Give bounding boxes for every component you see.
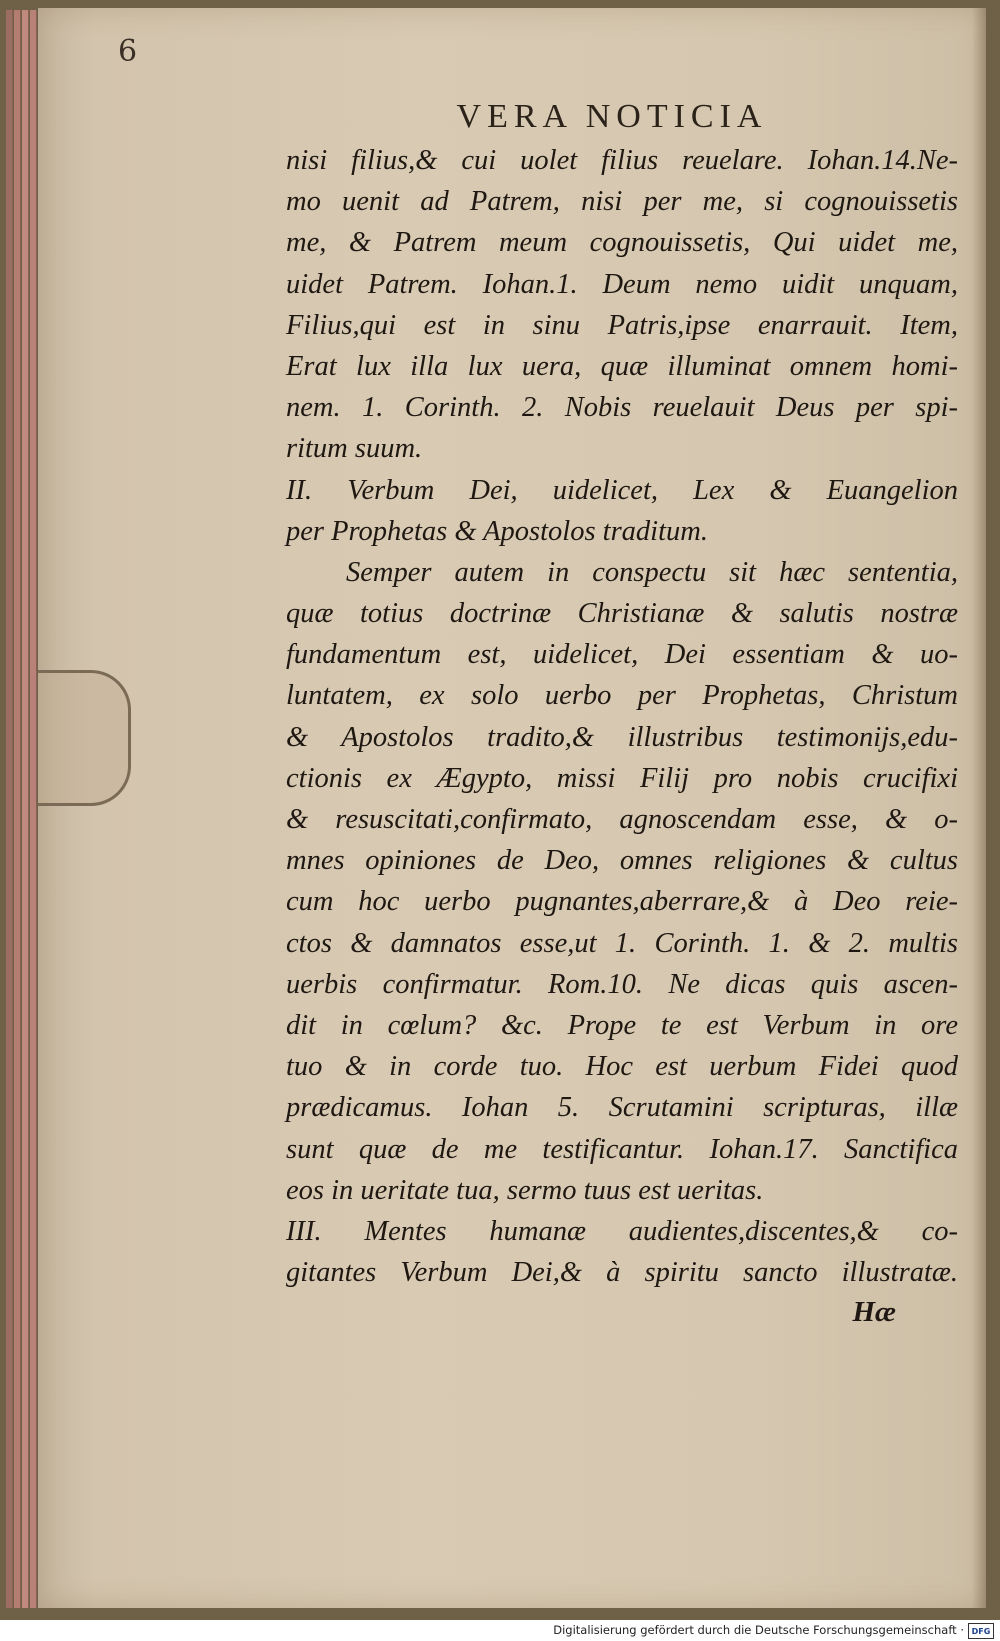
funding-credit: Digitalisierung gefördert durch die Deutsche Forschungsgemeinschaft ·: [553, 1623, 964, 1637]
text-line: Filius,qui est in sinu Patris,ipse enarrauit. Item,: [286, 309, 958, 341]
text-line: II. Verbum Dei, uidelicet, Lex & Euangelion: [286, 474, 958, 506]
text-line: ctos & damnatos esse,ut 1. Corinth. 1. & 2. multis: [286, 927, 958, 959]
text-line: sunt quæ de me testificantur. Iohan.17. Sanctifica: [286, 1133, 958, 1165]
dfg-logo-text: DFG: [971, 1626, 991, 1636]
text-line: ritum suum.: [286, 433, 423, 465]
text-line: nem. 1. Corinth. 2. Nobis reuelauit Deus per spi-: [286, 392, 958, 424]
text-line: dit in cœlum? &c. Prope te est Verbum in ore: [286, 1009, 958, 1041]
text-line: tuo & in corde tuo. Hoc est uerbum Fidei quod: [286, 1051, 958, 1083]
text-line: cum hoc uerbo pugnantes,aberrare,& à Deo reie-: [286, 886, 958, 918]
page-edge: [6, 10, 13, 1608]
text-line: eos in ueritate tua, sermo tuus est ueritas.: [286, 1174, 764, 1206]
book-clasp: [38, 670, 131, 806]
text-line: mo uenit ad Patrem, nisi per me, si cognouissetis: [286, 186, 958, 218]
dfg-logo: [968, 1623, 994, 1639]
text-line: mnes opiniones de Deo, omnes religiones & cultus: [286, 845, 958, 877]
text-line: nisi filius,& cui uolet filius reuelare. Iohan.14.Ne-: [286, 145, 958, 176]
text-line: & resuscitati,confirmato, agnoscendam esse, & o-: [286, 804, 958, 835]
text-line: fundamentum est, uidelicet, Dei essentiam & uo-: [286, 639, 958, 671]
text-line: Semper autem in conspectu sit hæc sententia,: [346, 556, 958, 588]
text-line: & Apostolos tradito,& illustribus testimonijs,edu-: [286, 721, 958, 753]
text-line: uidet Patrem. Iohan.1. Deum nemo uidit unquam,: [286, 268, 958, 300]
digitization-footer: [0, 1620, 1000, 1641]
body-text: [286, 140, 958, 1293]
text-line: Erat lux illa lux uera, quæ illuminat omnem homi-: [286, 350, 958, 382]
text-line: uerbis confirmatur. Rom.10. Ne dicas quis ascen-: [286, 968, 958, 1000]
running-head: VERA NOTICIA: [456, 98, 768, 135]
book-page: [38, 8, 986, 1608]
text-line: gitantes Verbum Dei,& à spiritu sancto illustratæ.: [286, 1257, 958, 1289]
page-edge: [30, 10, 37, 1608]
page-number: 6: [118, 34, 138, 69]
text-line: III. Mentes humanæ audientes,discentes,& co-: [286, 1215, 958, 1247]
text-line: quæ totius doctrinæ Christianæ & salutis nostræ: [286, 598, 958, 630]
text-line: prædicamus. Iohan 5. Scrutamini scripturas, illæ: [286, 1092, 958, 1124]
text-line: me, & Patrem meum cognouissetis, Qui uidet me,: [286, 227, 958, 259]
text-line: ctionis ex Ægypto, missi Filij pro nobis crucifixi: [286, 762, 958, 794]
text-line: per Prophetas & Apostolos traditum.: [286, 515, 708, 547]
catchword: Hæ: [852, 1296, 896, 1328]
text-line: luntatem, ex solo uerbo per Prophetas, Christum: [286, 680, 958, 712]
page-edge: [14, 10, 21, 1608]
page-gutter-shadow: [972, 8, 986, 1608]
page-edge: [22, 10, 29, 1608]
